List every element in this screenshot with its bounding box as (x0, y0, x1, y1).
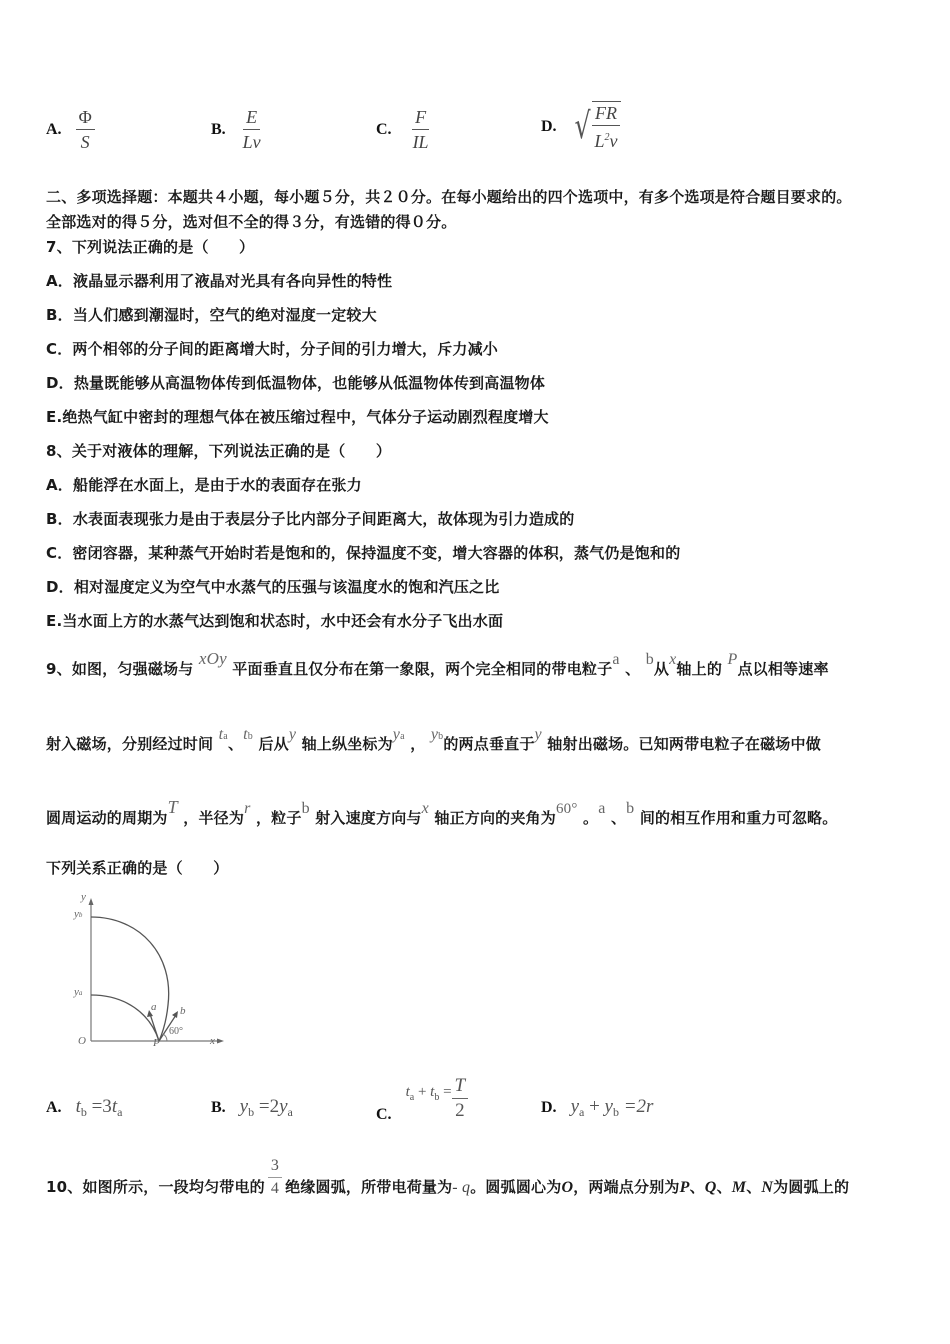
radical-sign-icon: √ (574, 105, 591, 147)
q9-stem-line3: 圆周运动的周期为T ，半径为r ，粒子b 射入速度方向与x 轴正方向的夹角为60° 。a 、b 间的相互作用和重力可忽略。 (46, 797, 838, 827)
q9-stem-line1: 9、如图，匀强磁场与 xOy 平面垂直且仅分布在第一象限，两个完全相同的带电粒子a 、 b从x轴上的 P点以相等速率 (46, 649, 829, 678)
fraction: $\frac{F}{IL}$ (412, 107, 429, 152)
q8-option-c[interactable]: C．密闭容器，某种蒸气开始时若是饱和的，保持温度不变，增大容器的体积，蒸气仍是饱和的 (46, 544, 681, 562)
option-label: A. (46, 1099, 62, 1116)
q6-option-b[interactable] (211, 106, 264, 153)
q7-option-e[interactable]: E.绝热气缸中密封的理想气体在被压缩过程中，气体分子运动剧烈程度增大 (46, 408, 549, 426)
option-expression: $t_b =3t_a$ (75, 1096, 123, 1119)
q7-option-d[interactable]: D．热量既能够从高温物体传到低温物体，也能够从低温物体传到高温物体 (46, 374, 546, 392)
q7-option-b[interactable]: B．当人们感到潮湿时，空气的绝对湿度一定较大 (46, 306, 377, 324)
option-label: C. (376, 1106, 392, 1123)
option-label: B. (211, 120, 226, 138)
q8-stem: 8、关于对液体的理解，下列说法正确的是（ ） (46, 442, 392, 460)
arrow-b-label: b (180, 1005, 186, 1017)
magnetic-field-diagram (70, 895, 230, 1055)
q8-option-a[interactable]: A．船能浮在水面上，是由于水的表面存在张力 (46, 476, 362, 494)
q9-option-a[interactable] (46, 1096, 122, 1118)
section-2-instructions-line1: 二、多项选择题：本题共４小题，每小题５分，共２０分。在每小题给出的四个选项中，有多个选项是符合题目要求的。 (46, 188, 852, 206)
fraction-three-quarters: $\frac{3}{4}$ (268, 1156, 282, 1199)
q7-option-c[interactable]: C．两个相邻的分子间的距离增大时，分子间的引力增大，斥力减小 (46, 340, 499, 358)
option-label: D. (541, 117, 557, 135)
q8-option-b[interactable]: B．水表面表现张力是由于表层分子比内部分子间距离大，故体现为引力造成的 (46, 510, 575, 528)
q8-option-d[interactable]: D．相对湿度定义为空气中水蒸气的压强与该温度水的饱和汽压之比 (46, 578, 500, 596)
q9-option-c[interactable] (376, 1072, 468, 1124)
q6-option-d[interactable] (541, 101, 621, 152)
option-label: A. (46, 120, 62, 138)
fraction: $\frac{\Phi}{S}$ (76, 106, 95, 153)
option-expression: $t_a + t_b$ = $\frac{T}{2}$ (406, 1075, 469, 1122)
fraction: $\frac{E}{Lv}$ (242, 107, 261, 152)
yb-label: yb (74, 908, 83, 920)
q7-option-a[interactable]: A．液晶显示器利用了液晶对光具有各向异性的特性 (46, 272, 393, 290)
q9-option-d[interactable] (541, 1096, 653, 1118)
y-axis-label: y (81, 891, 86, 903)
q6-option-a[interactable] (46, 106, 95, 153)
option-expression: $y_b =2y_a$ (239, 1096, 293, 1119)
q9-option-b[interactable] (211, 1096, 293, 1118)
angle-label: 60° (169, 1026, 183, 1037)
q6-option-c[interactable] (376, 106, 432, 153)
section-2-instructions-line2: 全部选对的得５分，选对但不全的得３分，有选错的得０分。 (46, 213, 457, 231)
point-p-label: P (153, 1037, 160, 1049)
q10-stem: 10、如图所示，一段均匀带电的 $\frac{3}{4}$ 绝缘圆弧，所带电荷量为 - q 。圆弧圆心为 O ，两端点分别为 P 、 Q 、 M 、 N 为圆弧上的 (46, 1157, 850, 1197)
option-label: B. (211, 1099, 226, 1116)
origin-label: O (78, 1035, 86, 1047)
arrow-a-label: a (151, 1001, 157, 1013)
q7-stem: 7、下列说法正确的是（ ） (46, 238, 255, 256)
q8-option-e[interactable]: E.当水面上方的水蒸气达到饱和状态时，水中还会有水分子飞出水面 (46, 612, 504, 630)
ya-label: ya (74, 986, 83, 998)
option-label: D. (541, 1099, 557, 1116)
q9-question: 下列关系正确的是（ ） (46, 859, 229, 877)
square-root: √ $\frac{FR}{L^2v}$ (571, 101, 621, 152)
x-axis-label: x (210, 1035, 215, 1047)
q9-stem-line2: 射入磁场，分别经过时间 ta、tb 后从y 轴上纵坐标为ya ， yb的两点垂直于y 轴射出磁场。已知两带电粒子在磁场中做 (46, 726, 821, 753)
option-expression: $y_a + y_b =2r$ (570, 1096, 654, 1119)
q9-figure (70, 891, 230, 1055)
option-label: C. (376, 120, 392, 138)
